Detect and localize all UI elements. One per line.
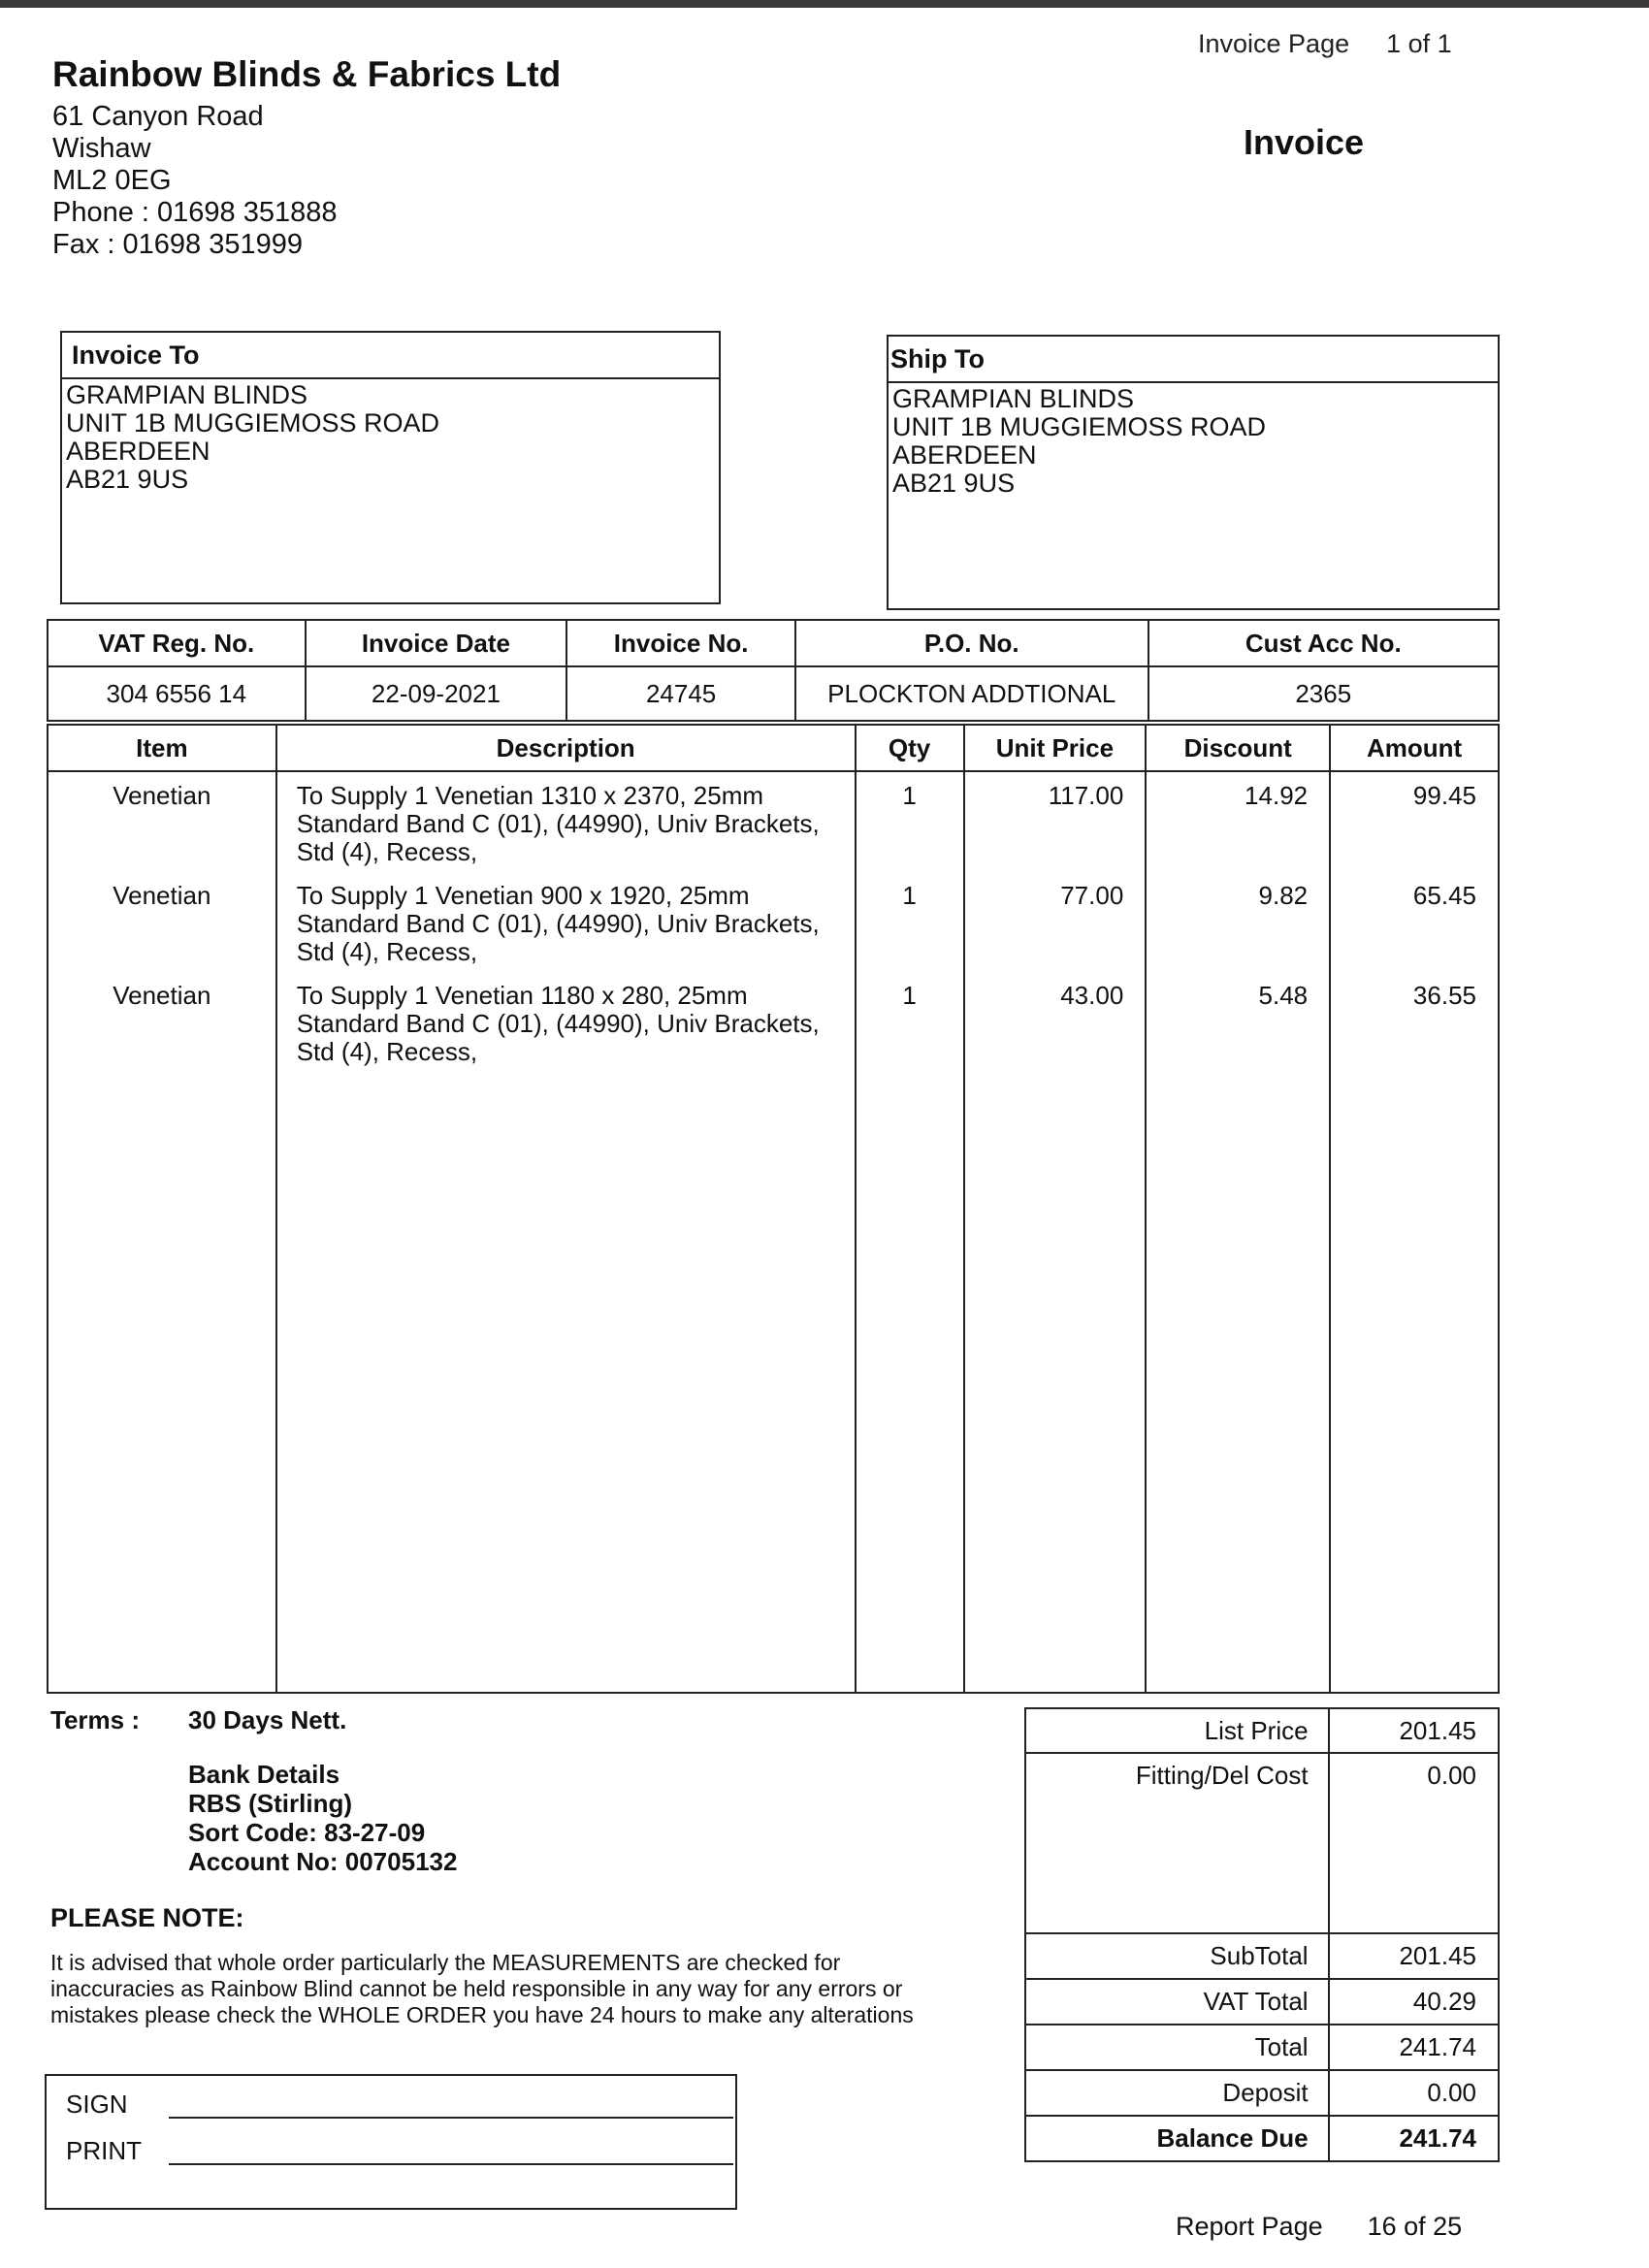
invoice-to-title: Invoice To <box>62 333 719 379</box>
amount-column-header: Amount <box>1330 725 1499 771</box>
item-description <box>277 772 855 872</box>
signature-box <box>45 2074 737 2210</box>
report-page-label: Report Page <box>1176 2212 1323 2241</box>
print-label: PRINT <box>66 2136 142 2165</box>
deposit-label: Deposit <box>1025 2070 1329 2116</box>
sign-label: SIGN <box>66 2090 128 2119</box>
company-address <box>52 101 338 261</box>
print-line[interactable] <box>169 2163 733 2165</box>
total-label: Total <box>1025 2025 1329 2070</box>
ship-to-title: Ship To <box>889 337 1498 383</box>
bank-name: RBS (Stirling) <box>188 1789 352 1818</box>
item-unit-price: 43.00 <box>1060 981 1124 1010</box>
description-column-header: Description <box>276 725 856 771</box>
invoice-meta-table <box>47 619 1500 722</box>
item-amount: 65.45 <box>1412 881 1476 910</box>
bank-details <box>188 1760 457 1876</box>
item-description <box>277 972 855 1072</box>
note-line: mistakes please check the WHOLE ORDER you have 24 hours to make any alterations <box>50 2002 914 2027</box>
discount-column <box>1146 771 1330 1693</box>
description-line: Std (4), Recess, <box>296 937 478 966</box>
totals-spacer <box>1329 1798 1499 1933</box>
list-price-value: 201.45 <box>1329 1708 1499 1753</box>
description-line: Standard Band C (01), (44990), Univ Brackets, <box>296 809 820 838</box>
invoice-page-value: 1 of 1 <box>1386 29 1452 58</box>
description-line: To Supply 1 Venetian 1180 x 280, 25mm <box>296 981 748 1010</box>
phone-line: Phone : 01698 351888 <box>52 197 338 228</box>
invoice-to-line: AB21 9US <box>66 465 189 494</box>
description-line: Std (4), Recess, <box>296 1037 478 1066</box>
note-line: It is advised that whole order particularly the MEASUREMENTS are checked for <box>50 1950 841 1975</box>
line-items-table <box>47 724 1500 1694</box>
invoice-to-line: ABERDEEN <box>66 437 210 466</box>
ship-to-box <box>887 335 1500 610</box>
vat-reg-value: 304 6556 14 <box>48 666 306 721</box>
deposit-value: 0.00 <box>1329 2070 1499 2116</box>
item-description <box>277 872 855 972</box>
unit-price-column <box>964 771 1147 1693</box>
invoice-date-header: Invoice Date <box>306 620 567 666</box>
item-discount: 14.92 <box>1245 781 1309 810</box>
address-line: ML2 0EG <box>52 165 172 196</box>
qty-column-header: Qty <box>856 725 964 771</box>
note-line: inaccuracies as Rainbow Blind cannot be held responsible in any way for any errors or <box>50 1976 903 2001</box>
scan-top-edge <box>0 0 1649 8</box>
description-line: Std (4), Recess, <box>296 837 478 866</box>
please-note-title: PLEASE NOTE: <box>50 1903 244 1932</box>
vat-total-label: VAT Total <box>1025 1979 1329 2025</box>
item-column-header: Item <box>48 725 276 771</box>
invoice-no-value: 24745 <box>566 666 795 721</box>
cust-acc-header: Cust Acc No. <box>1148 620 1499 666</box>
po-no-value: PLOCKTON ADDTIONAL <box>795 666 1148 721</box>
account-number: Account No: 00705132 <box>188 1847 458 1876</box>
address-line: Wishaw <box>52 133 151 164</box>
item-unit-price: 117.00 <box>1048 781 1124 810</box>
amount-column <box>1330 771 1499 1693</box>
ship-to-line: AB21 9US <box>892 469 1016 498</box>
fax-line: Fax : 01698 351999 <box>52 229 303 260</box>
report-page-counter <box>1176 2212 1462 2242</box>
item-qty: 1 <box>902 981 917 1010</box>
fitting-cost-label: Fitting/Del Cost <box>1025 1753 1329 1798</box>
list-price-label: List Price <box>1025 1708 1329 1753</box>
vat-reg-header: VAT Reg. No. <box>48 620 306 666</box>
subtotal-value: 201.45 <box>1329 1933 1499 1979</box>
vat-total-value: 40.29 <box>1329 1979 1499 2025</box>
balance-due-label: Balance Due <box>1025 2116 1329 2161</box>
item-discount: 5.48 <box>1258 981 1309 1010</box>
item-qty: 1 <box>902 881 917 910</box>
invoice-date-value: 22-09-2021 <box>306 666 567 721</box>
qty-column <box>856 771 964 1693</box>
fitting-cost-value: 0.00 <box>1329 1753 1499 1798</box>
bank-details-title: Bank Details <box>188 1760 340 1789</box>
description-line: To Supply 1 Venetian 1310 x 2370, 25mm <box>296 781 764 810</box>
ship-to-line: UNIT 1B MUGGIEMOSS ROAD <box>892 412 1267 441</box>
description-line: Standard Band C (01), (44990), Univ Brackets, <box>296 1009 820 1038</box>
terms-value: 30 Days Nett. <box>188 1705 347 1734</box>
balance-due-value: 241.74 <box>1329 2116 1499 2161</box>
item-amount: 36.55 <box>1412 981 1476 1010</box>
document-title: Invoice <box>1244 122 1365 162</box>
unit-price-column-header: Unit Price <box>964 725 1147 771</box>
item-qty: 1 <box>902 781 917 810</box>
invoice-to-box <box>60 331 721 604</box>
subtotal-label: SubTotal <box>1025 1933 1329 1979</box>
invoice-to-line: GRAMPIAN BLINDS <box>66 380 308 409</box>
invoice-no-header: Invoice No. <box>566 620 795 666</box>
company-name: Rainbow Blinds & Fabrics Ltd <box>52 54 562 94</box>
discount-column-header: Discount <box>1146 725 1330 771</box>
item-unit-price: 77.00 <box>1060 881 1124 910</box>
item-name: Venetian <box>113 881 211 910</box>
ship-to-line: ABERDEEN <box>892 440 1037 470</box>
invoice-page-counter <box>1198 29 1489 59</box>
address-line: 61 Canyon Road <box>52 101 264 132</box>
report-page-value: 16 of 25 <box>1367 2212 1463 2241</box>
item-discount: 9.82 <box>1258 881 1309 910</box>
item-name: Venetian <box>113 781 211 810</box>
item-column <box>48 771 276 1693</box>
description-line: Standard Band C (01), (44990), Univ Brackets, <box>296 909 820 938</box>
sort-code: Sort Code: 83-27-09 <box>188 1818 426 1847</box>
totals-table <box>1024 1707 1500 2162</box>
terms-label: Terms : <box>50 1705 140 1734</box>
description-column <box>276 771 856 1693</box>
item-name: Venetian <box>113 981 211 1010</box>
po-no-header: P.O. No. <box>795 620 1148 666</box>
total-value: 241.74 <box>1329 2025 1499 2070</box>
ship-to-line: GRAMPIAN BLINDS <box>892 384 1135 413</box>
sign-line[interactable] <box>169 2117 733 2119</box>
item-amount: 99.45 <box>1412 781 1476 810</box>
cust-acc-value: 2365 <box>1148 666 1499 721</box>
please-note-text <box>50 1950 982 2028</box>
invoice-to-line: UNIT 1B MUGGIEMOSS ROAD <box>66 408 440 437</box>
totals-spacer <box>1025 1798 1329 1933</box>
invoice-page-label: Invoice Page <box>1198 29 1350 58</box>
description-line: To Supply 1 Venetian 900 x 1920, 25mm <box>296 881 750 910</box>
